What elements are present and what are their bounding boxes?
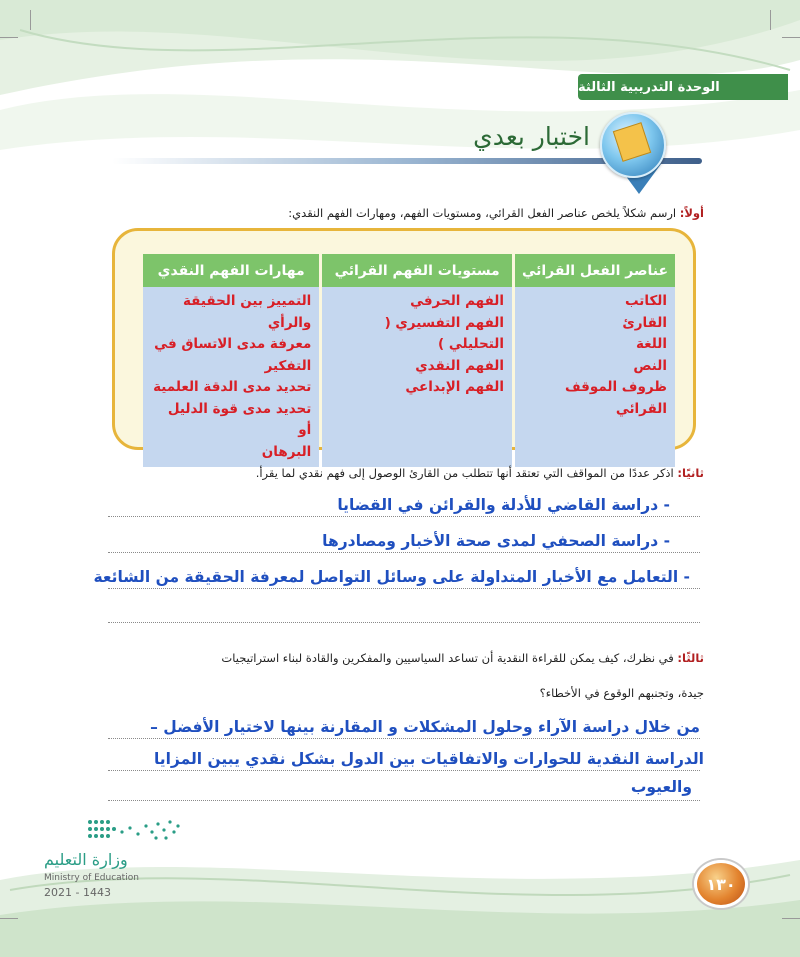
list-item: القارئ	[622, 314, 667, 331]
ministry-logo-icon	[86, 818, 182, 842]
table-cell-comprehension-levels	[322, 287, 512, 467]
answer-dotted-line	[108, 800, 700, 801]
question-1	[288, 206, 704, 220]
list-item: الكاتب	[625, 293, 667, 309]
list-item: الفهم التفسيري ( التحليلي )	[384, 314, 504, 352]
answer-dotted-line	[108, 516, 700, 517]
answer-line: والعيوب	[630, 778, 692, 796]
table-header: عناصر الفعل القرائي	[515, 254, 675, 287]
question-3-continued: جيدة، وتجنبهم الوقوع في الأخطاء؟	[539, 686, 704, 700]
edition-year: 2021 - 1443	[44, 886, 111, 899]
list-item: التمييز بين الحقيقة والرأي	[182, 293, 312, 331]
list-item: الفهم الحرفي	[410, 293, 504, 309]
page-number: ١٣٠	[694, 860, 748, 908]
answer-dotted-line	[108, 588, 700, 589]
list-item: البرهان	[261, 443, 312, 460]
answer-dotted-line	[108, 738, 700, 739]
table-header: مهارات الفهم النقدي	[143, 254, 319, 287]
page-title: اختبار بعدي	[473, 122, 590, 151]
answer-dotted-line	[108, 770, 700, 771]
table-header: مستويات الفهم القرائي	[322, 254, 512, 287]
question-2	[256, 466, 704, 480]
answer-line: - دراسة الصحفي لمدى صحة الأخبار ومصادرها	[322, 532, 670, 550]
answer-dotted-line	[108, 552, 700, 553]
answer-line: الدراسة النقدية للحوارات والاتفاقيات بين الدول بشكل نقدي يبين المزايا	[153, 750, 704, 768]
question-2-label: ثانيًا:	[677, 466, 704, 480]
list-item: اللغة	[635, 336, 667, 352]
answer-line: من خلال دراسة الآراء وحلول المشكلات و المقارنة بينها لاختيار الأفضل –	[150, 718, 700, 736]
table-cell-critical-skills	[143, 287, 319, 467]
list-item: الفهم النقدي	[415, 357, 504, 374]
list-item: النص	[633, 357, 667, 374]
list-item: التفكير	[264, 357, 312, 374]
summary-table	[140, 254, 678, 467]
top-wave-decoration	[0, 0, 800, 240]
list-item: تحديد مدى الدقة العلمية	[153, 379, 312, 395]
table-cell-reading-elements	[515, 287, 675, 467]
answer-line: - التعامل مع الأخبار المتداولة على وسائل التواصل لمعرفة الحقيقة من الشائعة	[93, 568, 690, 586]
question-3	[221, 651, 704, 665]
question-3-label: ثالثًا:	[677, 651, 704, 665]
crop-mark	[0, 37, 18, 38]
answer-line: - دراسة القاضي للأدلة والقرائن في القضايا	[337, 496, 670, 514]
list-item: ظروف الموقف القرائي	[564, 379, 667, 417]
answer-dotted-line	[108, 622, 700, 623]
crop-mark	[770, 10, 771, 30]
unit-label: الوحدة التدريبية الثالثة	[578, 74, 788, 100]
list-item: معرفة مدى الاتساق في	[154, 336, 312, 352]
question-2-text: اذكر عددًا من المواقف التي تعتقد أنها تتطلب من القارئ الوصول إلى فهم نقدي لما يقرأ.	[255, 466, 674, 480]
list-item: تحديد مدى قوة الدليل أو	[167, 400, 312, 438]
ministry-name-english: Ministry of Education	[44, 873, 139, 883]
question-3-text: في نظرك، كيف يمكن للقراءة النقدية أن تساعد السياسيين والمفكرين والقادة لبناء استراتيجيات	[221, 651, 674, 665]
crop-mark	[0, 918, 18, 919]
list-item: الفهم الإبداعي	[405, 379, 504, 395]
crop-mark	[782, 918, 800, 919]
crop-mark	[782, 37, 800, 38]
crop-mark	[30, 10, 31, 30]
question-1-label: أولاً:	[679, 206, 704, 220]
ministry-name-arabic: وزارة التعليم	[44, 850, 128, 869]
question-1-text: ارسم شكلاً يلخص عناصر الفعل القرائي، ومستويات الفهم، ومهارات الفهم النقدي:	[288, 206, 677, 220]
